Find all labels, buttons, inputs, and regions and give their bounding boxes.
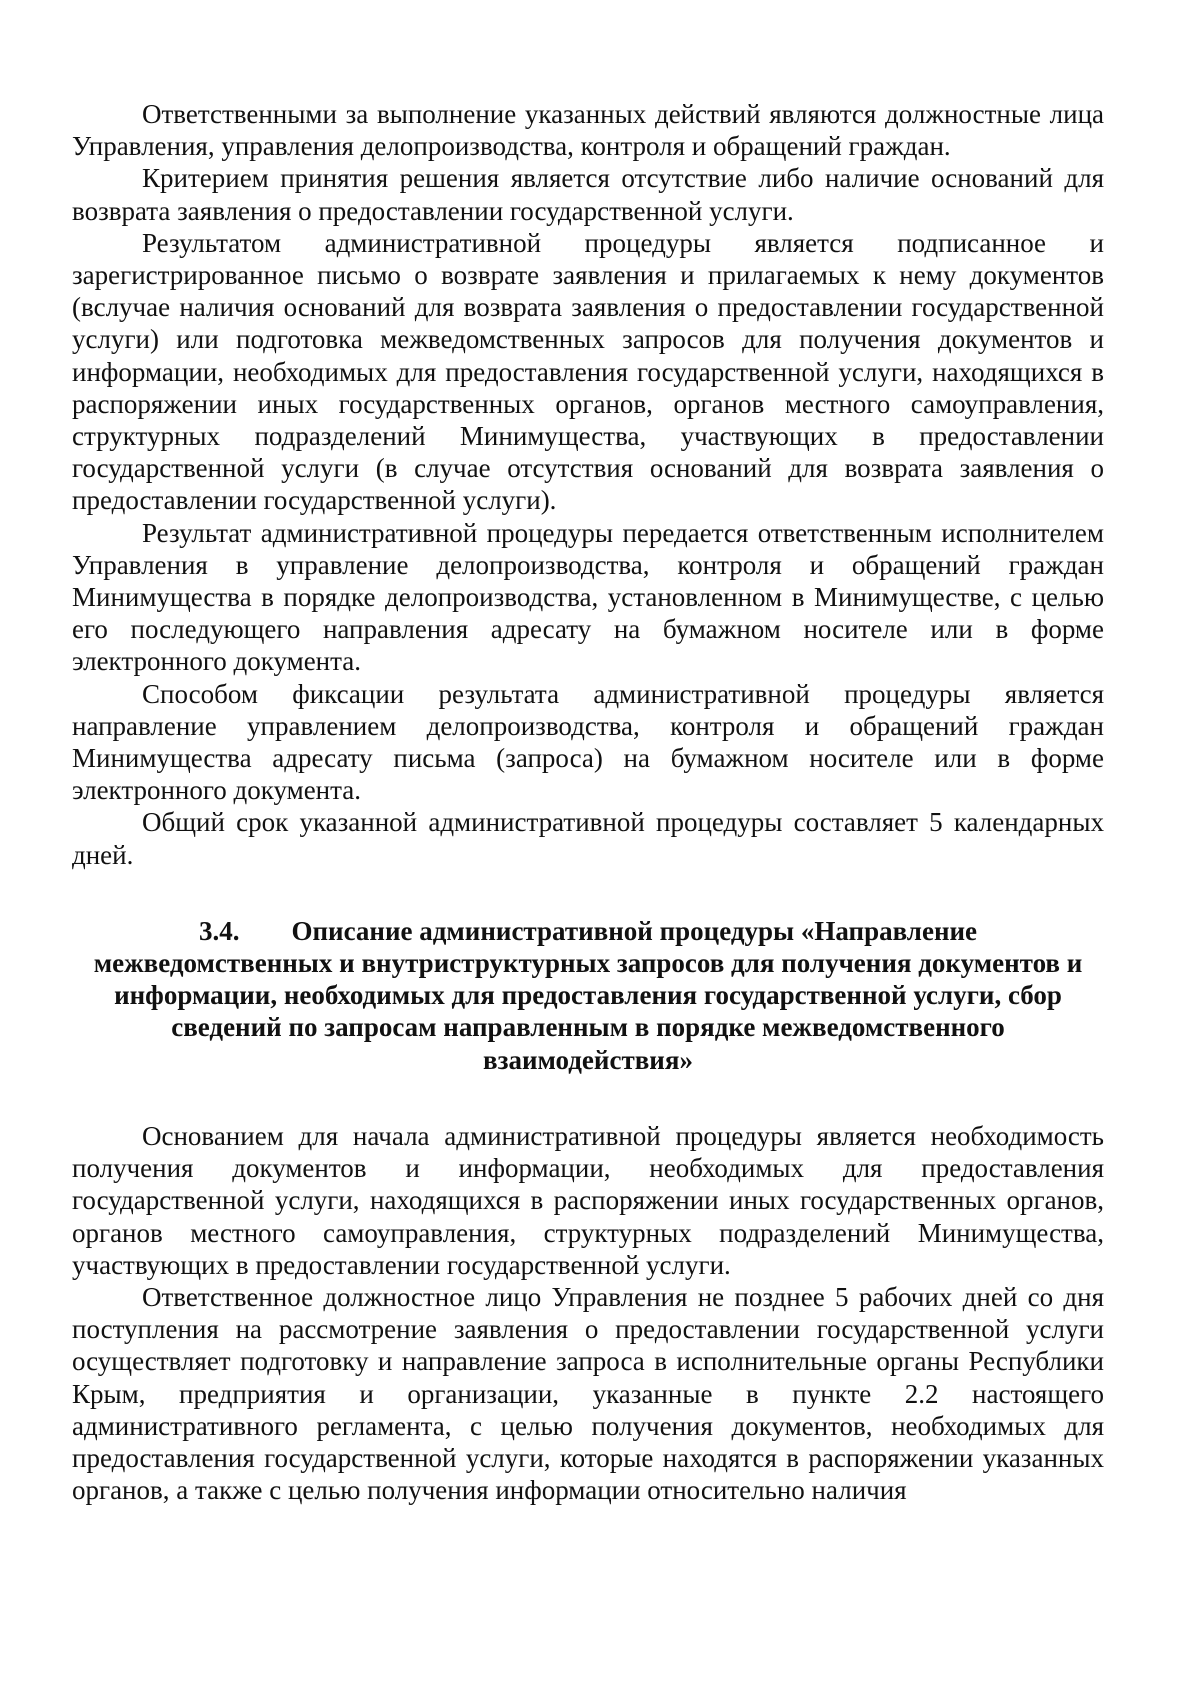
- paragraph-responsible-persons: Ответственными за выполнение указанных действий являются должностные лица Управления, управления делопроизводства, контроля и обращений граждан.: [72, 99, 1104, 162]
- paragraph-procedure-basis: Основанием для начала административной процедуры является необходимость получения документов и информации, необходимых для предоставления государственной услуги, находящихся в распоряжении иных государственных органов, органов местного самоуправления, структурных подразделений Минимущества, участвующих в предоставлении государственной услуги.: [72, 1120, 1104, 1280]
- paragraph-fixation-method: Способом фиксации результата административной процедуры является направление управлением делопроизводства, контроля и обращений граждан Минимущества адресату письма (запроса) на бумажном носителе или в форме электронного документа.: [72, 678, 1104, 806]
- document-body: [72, 98, 1104, 1506]
- section-title: Описание административной процедуры «Направление межведомственных и внутриструктурных запросов для получения документов и информации, необходимых для предоставления государственной услуги, сбор сведений по запросам направленным в порядке межведомственного взаимодействия»: [93, 915, 1083, 1075]
- paragraph-request-preparation: Ответственное должностное лицо Управления не позднее 5 рабочих дней со дня поступления на рассмотрение заявления о предоставлении государственной услуги осуществляет подготовку и направление запроса в исполнительные органы Республики Крым, предприятия и организации, указанные в пункте 2.2 настоящего административного регламента, с целью получения документов, необходимых для предоставления государственной услуги, которые находятся в распоряжении указанных органов, а также с целью получения информации относительно наличия: [72, 1281, 1104, 1506]
- paragraph-procedure-result: Результатом административной процедуры является подписанное и зарегистрированное письмо о возврате заявления и прилагаемых к нему документов (вслучае наличия оснований для возврата заявления о предоставлении государственной услуги) или подготовка межведомственных запросов для получения документов и информации, необходимых для предоставления государственной услуги, находящихся в распоряжении иных государственных органов, органов местного самоуправления, структурных подразделений Минимущества, участвующих в предоставлении государственной услуги (в случае отсутствия оснований для возврата заявления о предоставлении государственной услуги).: [72, 227, 1104, 516]
- paragraph-result-transfer: Результат административной процедуры передается ответственным исполнителем Управления в управление делопроизводства, контроля и обращений граждан Минимущества в порядке делопроизводства, установленном в Минимуществе, с целью его последующего направления адресату на бумажном носителе или в форме электронного документа.: [72, 517, 1104, 677]
- section-heading: [72, 915, 1104, 1076]
- paragraph-decision-criterion: Критерием принятия решения является отсутствие либо наличие оснований для возврата заявления о предоставлении государственной услуги.: [72, 163, 1104, 226]
- section-number: 3.4.: [198, 915, 240, 946]
- paragraph-total-term: Общий срок указанной административной процедуры составляет 5 календарных дней.: [72, 807, 1104, 870]
